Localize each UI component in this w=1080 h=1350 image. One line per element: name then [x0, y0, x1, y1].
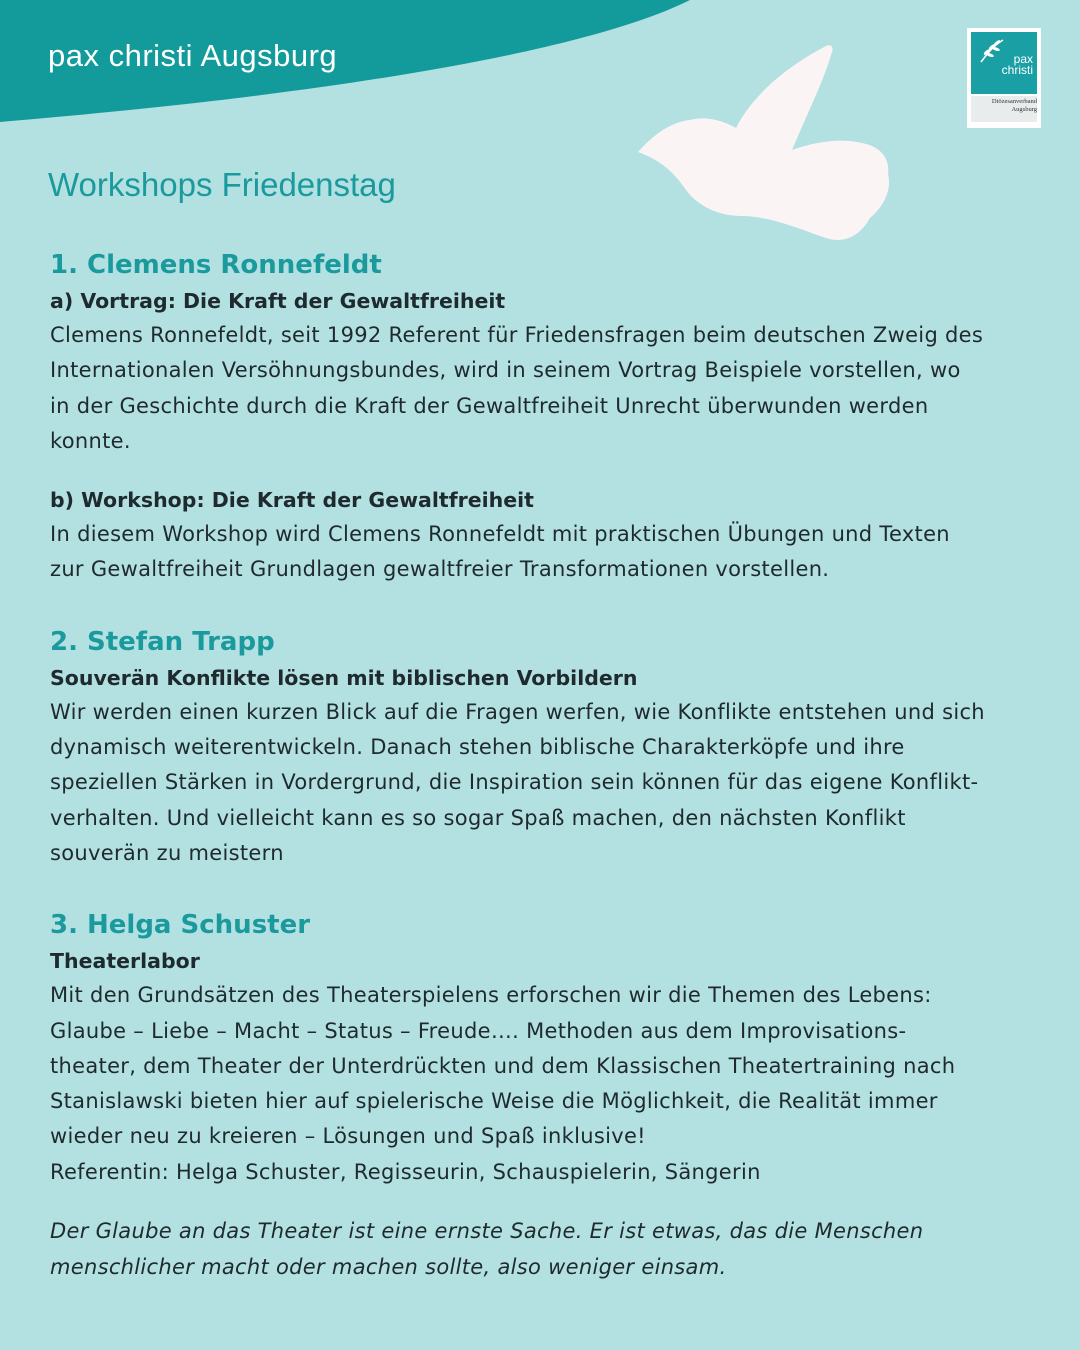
text-line: Stanislawski bieten hier auf spielerische Weise die Möglichkeit, die Realität immer — [50, 1089, 938, 1114]
quote-line: Der Glaube an das Theater ist eine ernste Sache. Er ist etwas, das die Menschen — [50, 1219, 924, 1244]
section-heading: 2. Stefan Trapp — [50, 626, 275, 657]
text-line: speziellen Stärken in Vordergrund, die Inspiration sein können für das eigene Konflikt- — [50, 770, 979, 795]
text-line: Referentin: Helga Schuster, Regisseurin, Schauspielerin, Sängerin — [50, 1159, 761, 1184]
section-ronnefeldt — [50, 246, 1030, 588]
text-line: Internationalen Versöhnungsbundes, wird in seinem Vortrag Beispiele vorstellen, wo — [50, 358, 961, 383]
logo-sub-line1: Diözesanverband — [991, 98, 1037, 105]
page-title: Workshops Friedenstag — [48, 166, 396, 203]
brand-title: pax christi Augsburg — [48, 38, 338, 73]
text-line: zur Gewaltfreiheit Grundlagen gewaltfreier Transformationen vorstellen. — [50, 557, 830, 582]
text-line: In diesem Workshop wird Clemens Ronnefeldt mit praktischen Übungen und Texten — [50, 522, 950, 547]
dove-icon — [630, 40, 900, 250]
main-content — [50, 246, 1030, 1285]
text-line: Wir werden einen kurzen Blick auf die Fragen werfen, wie Konflikte entstehen und sich — [50, 699, 985, 724]
subheading-konflikte: Souverän Konflikte lösen mit biblischen Vorbildern — [50, 665, 638, 690]
paragraph-theaterlabor — [50, 978, 1030, 1190]
text-line: wieder neu zu kreieren – Lösungen und Spaß inklusive! — [50, 1124, 646, 1149]
logo-sub-line2: Augsburg — [1011, 106, 1037, 113]
closing-quote — [50, 1214, 1030, 1285]
logo-text-pax: pax — [1013, 52, 1033, 66]
subheading-workshop: b) Workshop: Die Kraft der Gewaltfreiheit — [50, 488, 534, 513]
section-heading: 3. Helga Schuster — [50, 910, 311, 941]
logo-text-christi: christi — [1001, 63, 1033, 77]
logo-emblem — [971, 32, 1037, 94]
text-line: konnte. — [50, 428, 131, 453]
subheading-theaterlabor: Theaterlabor — [50, 949, 200, 974]
text-line: in der Geschichte durch die Kraft der Gewaltfreiheit Unrecht überwunden werden — [50, 393, 929, 418]
paragraph-workshop — [50, 517, 1030, 588]
paragraph-vortrag — [50, 318, 1030, 459]
quote-line: menschlicher macht oder machen sollte, also weniger einsam. — [50, 1254, 727, 1279]
pax-christi-logo — [967, 28, 1041, 128]
paragraph-konflikte — [50, 695, 1030, 871]
text-line: souverän zu meistern — [50, 840, 284, 865]
text-line: Mit den Grundsätzen des Theaterspielens erforschen wir die Themen des Lebens: — [50, 983, 932, 1008]
text-line: verhalten. Und vielleicht kann es so sogar Spaß machen, den nächsten Konflikt — [50, 805, 906, 830]
section-heading: 1. Clemens Ronnefeldt — [50, 250, 382, 280]
section-trapp — [50, 623, 1030, 871]
text-line: dynamisch weiterentwickeln. Danach stehen biblische Charakterköpfe und ihre — [50, 735, 905, 760]
text-line: Clemens Ronnefeldt, seit 1992 Referent für Friedensfragen beim deutschen Zweig des — [50, 323, 984, 347]
text-line: theater, dem Theater der Unterdrückten und dem Klassischen Theatertraining nach — [50, 1053, 956, 1078]
section-schuster — [50, 906, 1030, 1190]
text-line: Glaube – Liebe – Macht – Status – Freude…. Methoden aus dem Improvisations- — [50, 1018, 907, 1043]
subheading-vortrag: a) Vortrag: Die Kraft der Gewaltfreiheit — [50, 289, 506, 313]
